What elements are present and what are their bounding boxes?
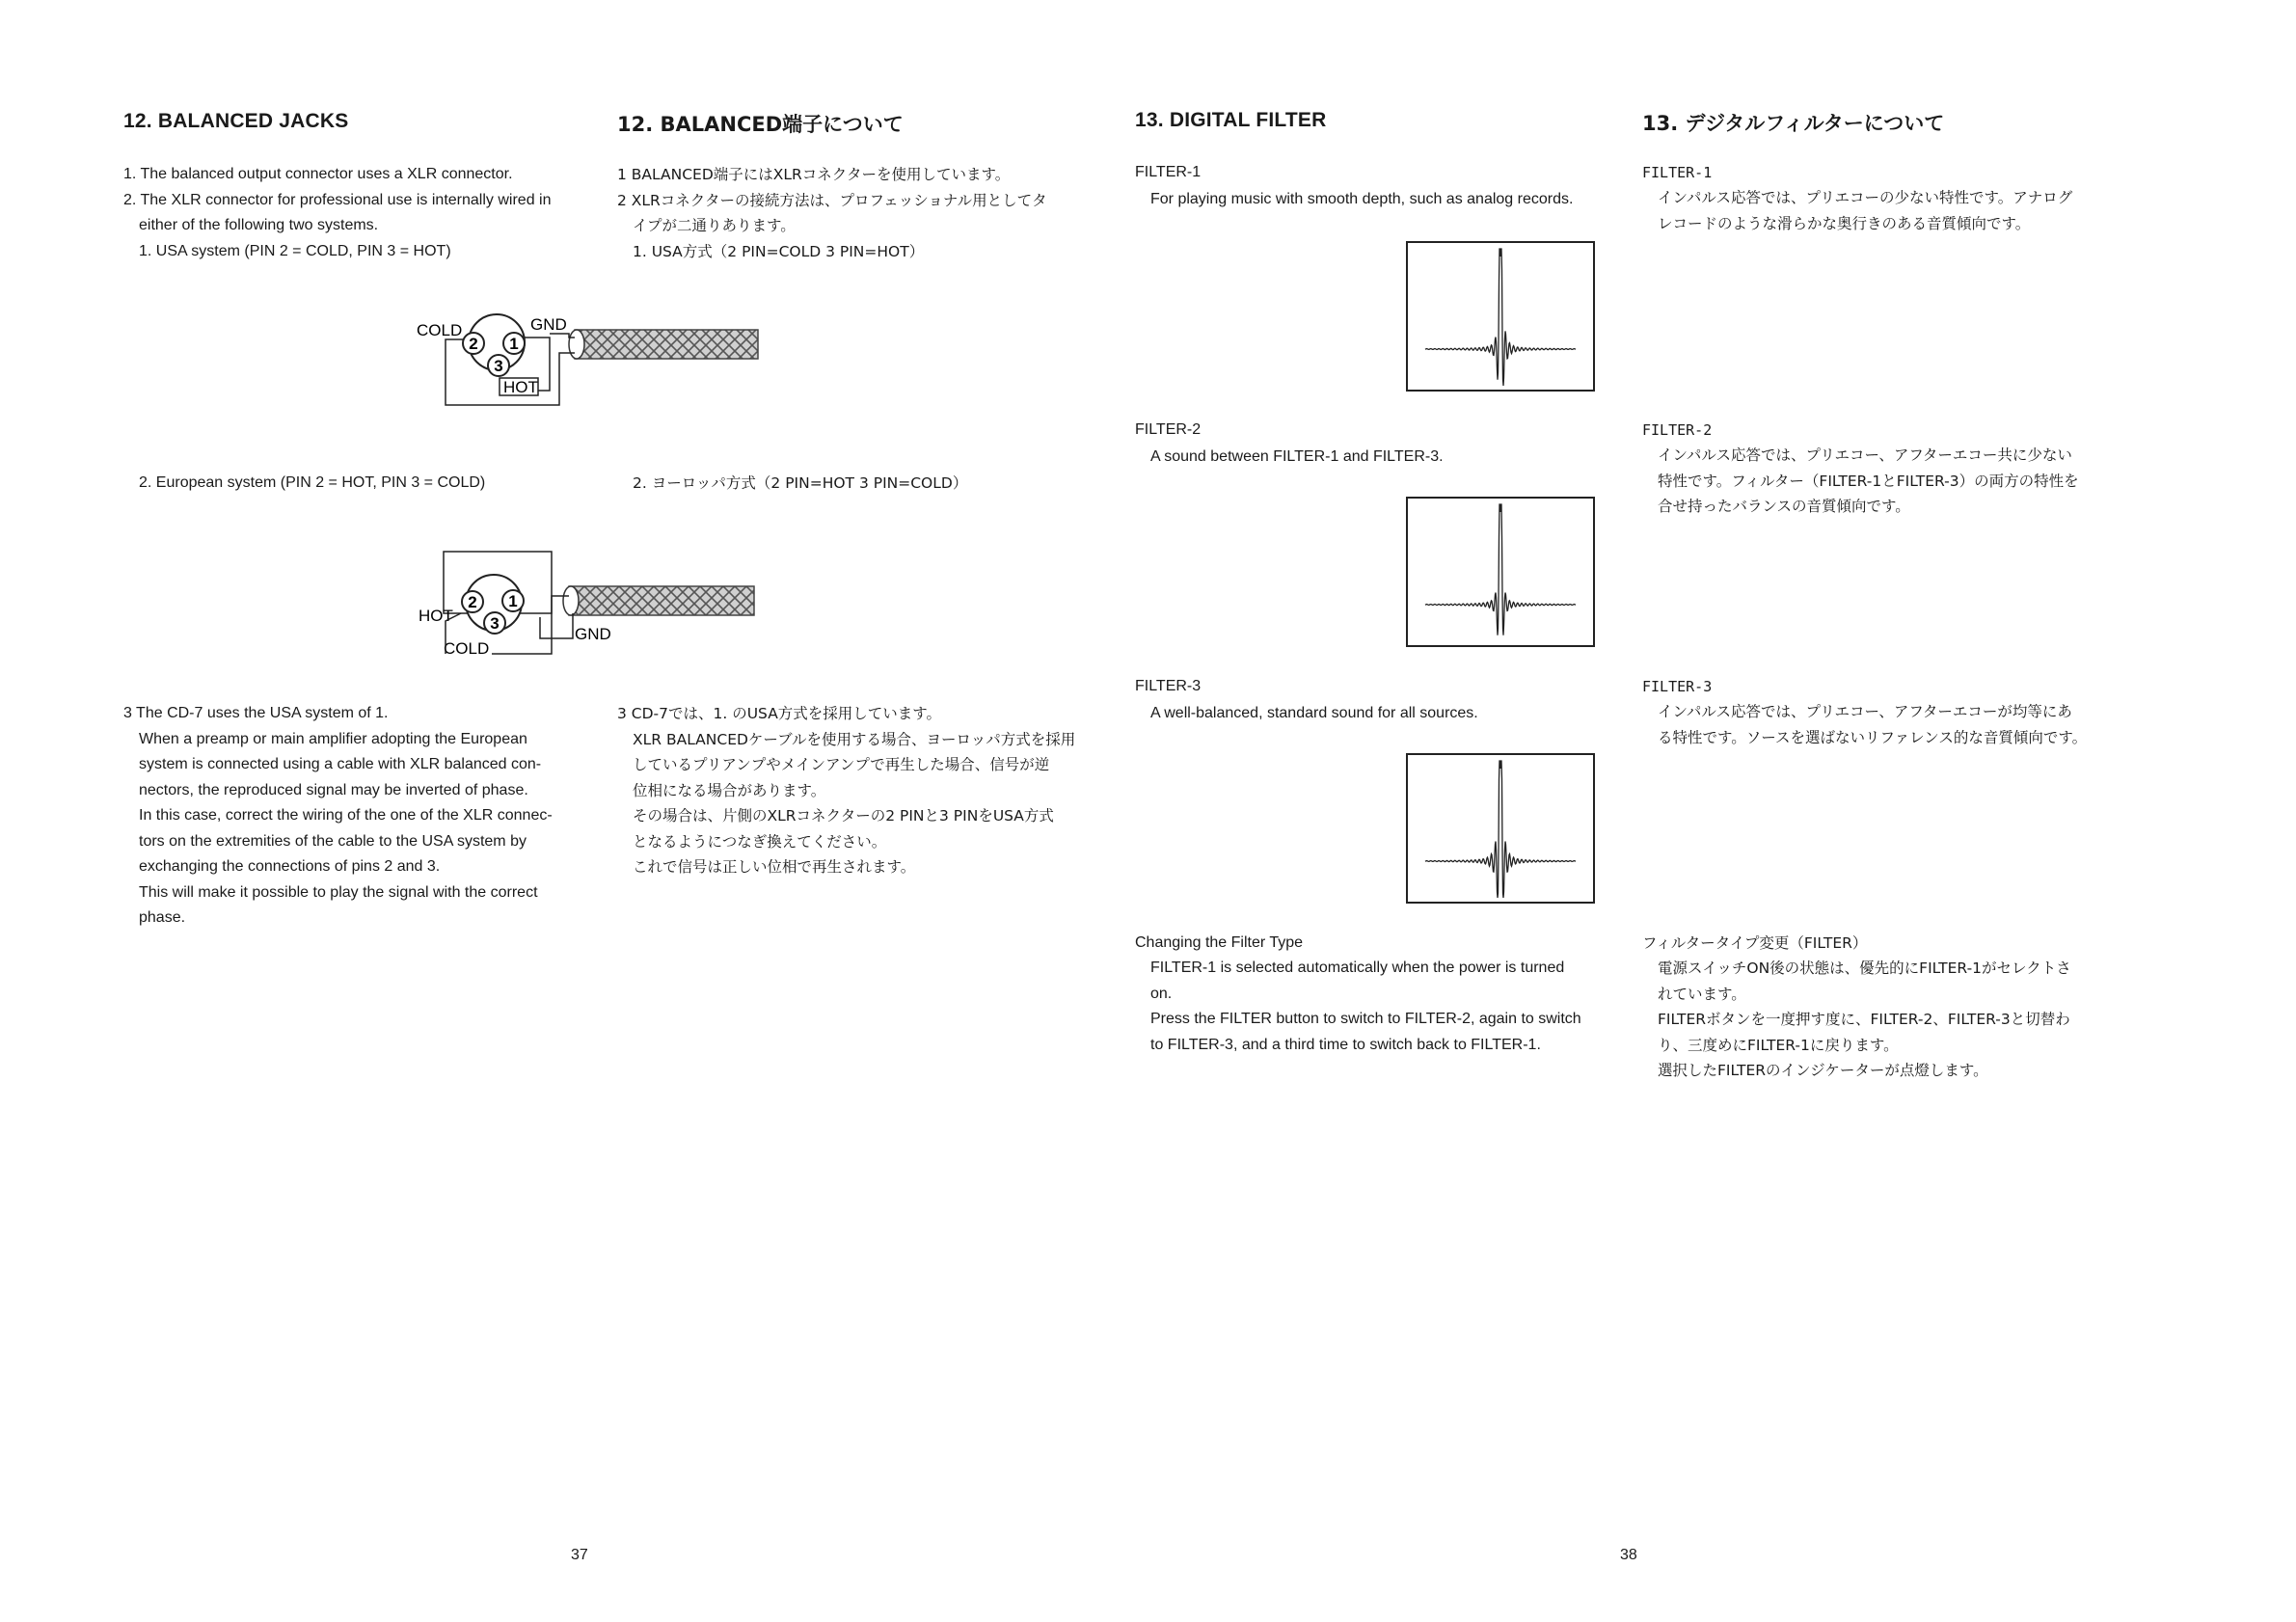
- filter-2-title-jp: FILTER-2: [1642, 421, 1713, 439]
- item-3-line-2: When a preamp or main amplifier adopting the European: [139, 730, 527, 747]
- item-3-jp: [617, 701, 1099, 880]
- filter-1-title-en: FILTER-1: [1135, 164, 1202, 180]
- balanced-text-en: [123, 162, 606, 264]
- item-3-jp-line-2: XLR BALANCEDケーブルを使用する場合、ヨーロッパ方式を採用: [633, 730, 1076, 748]
- filter-2-title-en: FILTER-2: [1135, 421, 1202, 438]
- item-3-jp-line-6: となるようにつなぎ換えてください。: [633, 832, 887, 851]
- heading-digital-filter-jp: 13. デジタルフィルターについて: [1642, 112, 1945, 135]
- filter-1-desc-jp: [1658, 185, 2140, 236]
- filter-1-impulse-figure: [1406, 241, 1595, 392]
- pin-2-label: 2: [469, 335, 478, 353]
- item-2-line1-jp: 2 XLRコネクターの接続方法は、プロフェッショナル用としてタ: [617, 191, 1047, 209]
- item-3-line-9: phase.: [139, 909, 186, 926]
- filter-3-impulse-figure: [1406, 753, 1595, 904]
- cold-label: COLD: [444, 639, 490, 658]
- item-3-en: [123, 701, 615, 932]
- filter-3-jp-line-2: る特性です。ソースを選ばないリファレンス的な音質傾向です。: [1658, 728, 2088, 746]
- filter-3-desc-jp: [1658, 699, 2140, 750]
- filter-1-title-jp: FILTER-1: [1642, 164, 1713, 181]
- change-line-4: to FILTER-3, and a third time to switch back to FILTER-1.: [1150, 1036, 1541, 1053]
- item-3-jp-line-7: これで信号は正しい位相で再生されます。: [633, 858, 916, 876]
- item-3-line-1: 3 The CD-7 uses the USA system of 1.: [123, 705, 389, 721]
- item-1-jp: 1 BALANCED端子にはXLRコネクターを使用しています。: [617, 166, 1011, 183]
- cable-braid: [569, 586, 754, 615]
- heading-digital-filter-en: 13. DIGITAL FILTER: [1135, 109, 1327, 131]
- change-filter-desc-jp: [1658, 956, 2140, 1084]
- filter-2-impulse-figure: [1406, 497, 1595, 647]
- item-3-line-6: tors on the extremities of the cable to the USA system by: [139, 832, 527, 850]
- xlr-eu-diagram: [405, 546, 762, 662]
- gnd-label: GND: [575, 625, 611, 643]
- item-3-line-7: exchanging the connections of pins 2 and 3.: [139, 858, 441, 875]
- item-2-line1-en: 2. The XLR connector for professional use is internally wired in: [123, 191, 552, 208]
- filter-2-jp-line-2: 特性です。フィルター（FILTER-1とFILTER-3）の両方の特性を: [1658, 472, 2079, 490]
- hot-label: HOT: [419, 607, 453, 625]
- cable-braid: [575, 330, 758, 359]
- change-jp-line-1: 電源スイッチON後の状態は、優先的にFILTER-1がセレクトさ: [1658, 960, 2071, 977]
- change-line-3: Press the FILTER button to switch to FILTER-2, again to switch: [1150, 1011, 1581, 1027]
- change-filter-title-jp: フィルタータイプ変更（FILTER）: [1642, 934, 1868, 952]
- filter-2-jp-line-1: インパルス応答では、プリエコー、アフターエコー共に少ない: [1658, 446, 2072, 464]
- filter-1-jp-line-1: インパルス応答では、プリエコーの少ない特性です。アナログ: [1658, 189, 2073, 206]
- filter-2-jp-line-3: 合せ持ったバランスの音質傾向です。: [1658, 498, 1910, 515]
- filter-3-jp-line-1: インパルス応答では、プリエコー、アフターエコーが均等にあ: [1658, 703, 2072, 720]
- heading-balanced-jacks-en: 12. BALANCED JACKS: [123, 110, 349, 132]
- change-jp-line-2: れています。: [1658, 985, 1746, 1003]
- hot-label: HOT: [503, 378, 538, 396]
- item-3-jp-line-1: 3 CD-7では、1. のUSA方式を採用しています。: [617, 705, 942, 722]
- heading-balanced-jacks-jp: 12. BALANCED端子について: [617, 113, 904, 136]
- filter-3-title-jp: FILTER-3: [1642, 678, 1713, 695]
- gnd-label: GND: [530, 315, 567, 334]
- item-3-jp-line-5: その場合は、片側のXLRコネクターの2 PINと3 PINをUSA方式: [633, 807, 1054, 825]
- filter-1-jp-line-2: レコードのような滑らかな奥行きのある音質傾向です。: [1658, 214, 2031, 232]
- change-line-1: FILTER-1 is selected automatically when the power is turned: [1150, 960, 1565, 976]
- cold-label: COLD: [417, 321, 463, 339]
- pin-2-label: 2: [468, 593, 477, 611]
- item-1-en: 1. The balanced output connector uses a XLR connector.: [123, 166, 513, 182]
- item-3-line-5: In this case, correct the wiring of the one of the XLR connec-: [139, 807, 553, 824]
- item-2-line2-en: either of the following two systems.: [139, 217, 379, 233]
- pin-3-label: 3: [494, 357, 503, 375]
- pin-1-label: 1: [508, 592, 518, 610]
- change-filter-title-en: Changing the Filter Type: [1135, 934, 1304, 951]
- item-3-jp-line-4: 位相になる場合があります。: [633, 781, 826, 799]
- page-number-38: 38: [1620, 1547, 1637, 1563]
- item-2-line2-jp: イプが二通りあります。: [633, 217, 796, 234]
- item-3-line-8: This will make it possible to play the signal with the correct: [139, 883, 538, 901]
- item-3-line-3: system is connected using a cable with XLR balanced con-: [139, 756, 542, 772]
- usa-system-label-jp: 1. USA方式（2 PIN=COLD 3 PIN=HOT）: [633, 242, 925, 260]
- change-line-2: on.: [1150, 985, 1173, 1002]
- filter-3-title-en: FILTER-3: [1135, 678, 1202, 694]
- change-jp-line-4: り、三度めにFILTER-1に戻ります。: [1658, 1036, 1899, 1054]
- pin-3-label: 3: [490, 614, 500, 633]
- balanced-text-jp: [617, 162, 1099, 264]
- xlr-usa-diagram: [405, 299, 762, 415]
- item-3-line-4: nectors, the reproduced signal may be inverted of phase.: [139, 781, 528, 798]
- item-3-jp-line-3: しているプリアンプやメインアンプで再生した場合、信号が逆: [633, 756, 1050, 773]
- european-system-label-jp: 2. ヨーロッパ方式（2 PIN=HOT 3 PIN=COLD）: [633, 474, 968, 492]
- change-jp-line-5: 選択したFILTERのインジケーターが点燈します。: [1658, 1062, 1988, 1079]
- filter-2-desc-jp: [1658, 443, 2140, 520]
- page-number-37: 37: [571, 1547, 588, 1563]
- usa-system-label-en: 1. USA system (PIN 2 = COLD, PIN 3 = HOT): [139, 242, 451, 259]
- change-filter-desc-en: [1150, 956, 1613, 1058]
- filter-1-desc-en: For playing music with smooth depth, such as analog records.: [1150, 191, 1574, 207]
- european-system-label-en: 2. European system (PIN 2 = HOT, PIN 3 = COLD): [139, 474, 486, 491]
- pin-1-label: 1: [509, 335, 519, 353]
- change-jp-line-3: FILTERボタンを一度押す度に、FILTER-2、FILTER-3と切替わ: [1658, 1011, 2070, 1028]
- filter-2-desc-en: A sound between FILTER-1 and FILTER-3.: [1150, 448, 1444, 465]
- filter-3-desc-en: A well-balanced, standard sound for all sources.: [1150, 705, 1478, 721]
